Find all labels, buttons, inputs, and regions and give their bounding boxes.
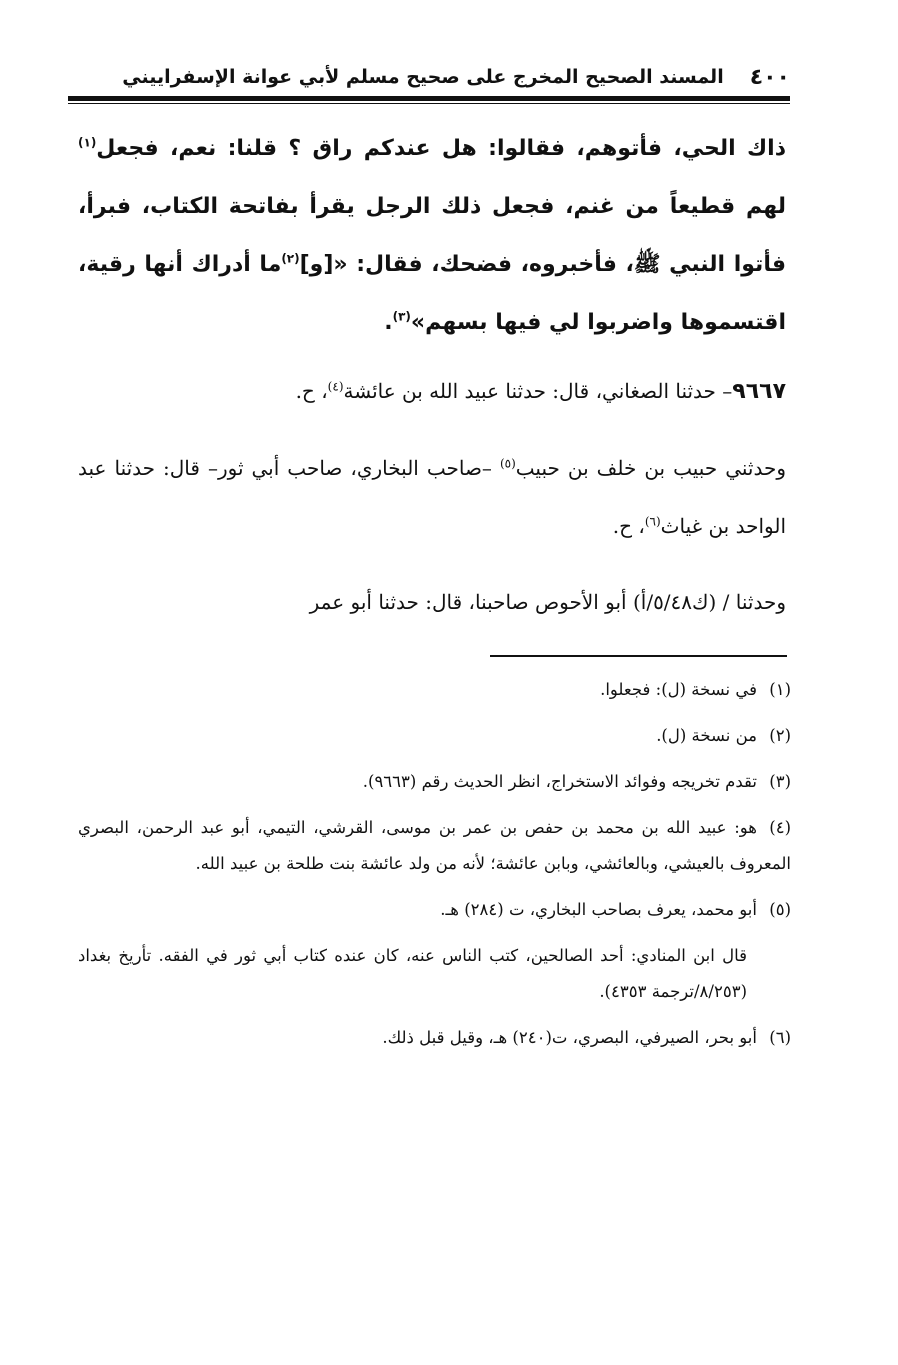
text-segment: ما أدراك أنها رقية، اقتسموها واضربوا لي فيها بسهم»	[78, 252, 786, 335]
text-segment: ، ح.	[612, 514, 645, 538]
footnote-ref-6: (٦)	[644, 514, 661, 529]
footnote-text: في نسخة (ل): فجعلوا.	[600, 680, 757, 699]
text-segment: ، ح.	[295, 379, 328, 403]
footnote-ref-1: (١)	[78, 135, 97, 150]
footnote-2	[78, 718, 791, 754]
footnote-ref-4: (٤)	[327, 379, 344, 394]
footnote-number: (٣)	[769, 772, 791, 791]
page-number: ٤٠٠	[749, 64, 790, 90]
footnote-ref-5: (٥)	[499, 456, 516, 471]
text-segment: – حدثنا الصغاني، قال: حدثنا عبيد الله بن عائشة	[343, 379, 733, 403]
hadith-number: ٩٦٦٧	[732, 379, 786, 404]
footnote-6	[78, 1020, 791, 1056]
footnote-ref-2: (٢)	[281, 251, 300, 266]
footnote-5-continuation	[78, 938, 791, 1010]
main-text	[78, 120, 786, 631]
running-header	[70, 60, 790, 94]
footnote-text: أبو محمد، يعرف بصاحب البخاري، ت (٢٨٤) هـ.	[440, 900, 757, 919]
header-rule-thick	[68, 96, 790, 101]
text-segment: لهم قطيعاً من غنم، فجعل ذلك الرجل يقرأ بفاتحة الكتاب، فبرأ، فأتوا النبي ﷺ، فأخبروه، فضحك، فقال: «[و]	[78, 194, 786, 277]
footnote-number: (٢)	[769, 726, 791, 745]
footnote-text: تقدم تخريجه وفوائد الاستخراج، انظر الحديث رقم (٩٦٦٣).	[362, 772, 757, 791]
footnote-text: أبو بحر، الصيرفي، البصري، ت(٢٤٠) هـ، وقيل قبل ذلك.	[382, 1028, 757, 1047]
footnote-text: هو: عبيد الله بن محمد بن حفص بن عمر بن موسى، القرشي، التيمي، أبو عبد الرحمن، البصري المعروف بالعيشي، وبالعائشي، وبابن عائشة؛ لأنه من ولد عائشة بنت طلحة بن عبيد الله.	[78, 818, 791, 873]
footnote-number: (١)	[769, 680, 791, 699]
isnad-paragraph-continued: وحدثنا / (ك٥/٤٨/أ) أبو الأحوص صاحبنا، قال: حدثنا أبو عمر	[309, 590, 786, 614]
footnotes	[78, 672, 791, 1066]
hadith-entry	[78, 362, 786, 421]
footnote-3	[78, 764, 791, 800]
header-rule-thin	[68, 103, 790, 104]
book-title: المسند الصحيح المخرج على صحيح مسلم لأبي عوانة الإسفراييني	[122, 66, 724, 88]
footnote-1	[78, 672, 791, 708]
footnote-text: قال ابن المنادي: أحد الصالحين، كتب الناس عنه، كان عنده كتاب أبي ثور في الفقه. تأريخ بغداد (٨/٢٥٣/ترجمة ٤٣٥٣).	[78, 946, 747, 1001]
text-segment: –صاحب البخاري، صاحب أبي ثور– قال: حدثنا عبد الواحد بن غياث	[78, 456, 786, 538]
hadith-text-bold	[78, 120, 786, 352]
isnad-paragraph	[78, 439, 786, 555]
footnote-number: (٦)	[769, 1028, 791, 1047]
footnote-4	[78, 810, 791, 882]
footnote-separator	[490, 655, 787, 657]
footnote-5	[78, 892, 791, 928]
text-segment: ذاك الحي، فأتوهم، فقالوا: هل عندكم راق ؟ قلنا: نعم، فجعل	[96, 136, 786, 161]
text-segment: وحدثني حبيب بن خلف بن حبيب	[515, 456, 786, 480]
footnote-ref-3: (٣)	[392, 309, 411, 324]
text-segment: .	[384, 310, 393, 335]
footnote-text: من نسخة (ل).	[656, 726, 757, 745]
footnote-number: (٤)	[769, 818, 791, 837]
footnote-number: (٥)	[769, 900, 791, 919]
